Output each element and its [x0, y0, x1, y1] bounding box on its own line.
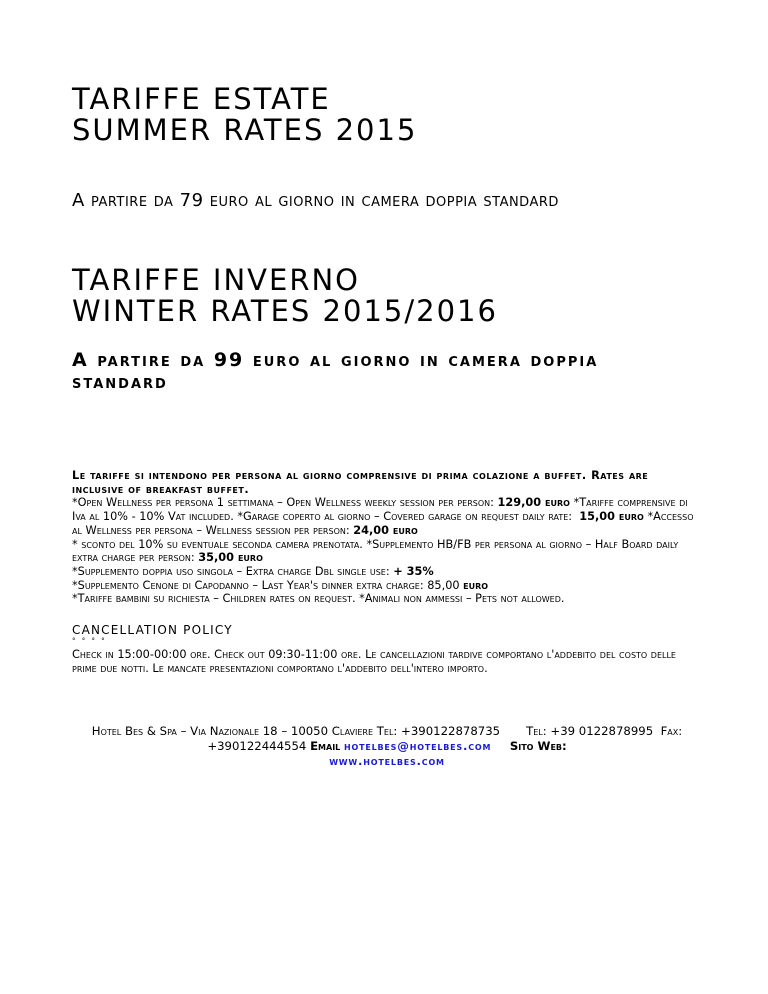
footer-email-label: Email	[310, 739, 341, 753]
children-text: *Tariffe bambini su richiesta – Children rates on request. *Animali non ammessi – Pets not allowed.	[72, 592, 565, 606]
vat-text: *Tariffe comprensive di Iva al 10% - 10% Vat included. *Garage coperto al giorno – Covered garage on request daily rate:	[72, 496, 688, 524]
cancellation-section	[72, 623, 702, 675]
cancellation-text: Check in 15:00-00:00 ore. Check out 09:30-11:00 ore. Le cancellazioni tardive comportano l'addebito del costo delle prime due notti. Le mancate presentazioni comportano l'addebito dell'intero importo.	[72, 648, 676, 675]
footer-site-label: Sito Web:	[509, 739, 567, 753]
cancellation-heading: CANCELLATION POLICY	[72, 623, 233, 638]
rates-details	[72, 469, 702, 606]
winter-subtitle: A partire da 99 euro al giorno in camera doppia standard	[72, 349, 599, 393]
summer-section	[72, 84, 702, 211]
footer-email-link[interactable]: hotelbes@hotelbes.com	[344, 739, 492, 753]
garage-price: 15,00 euro	[579, 510, 644, 524]
single-text: *Supplemento doppia uso singola – Extra charge Dbl single use:	[72, 564, 390, 578]
winter-title-line1: TARIFFE INVERNO	[72, 263, 360, 297]
summer-title-line2: SUMMER RATES 2015	[72, 113, 418, 147]
summer-subtitle: A partire da 79 euro al giorno in camera doppia standard	[72, 190, 559, 211]
summer-title	[72, 84, 702, 146]
rates-intro: Le tariffe si intendono per persona al giorno comprensive di prima colazione a buffet. Rates are inclusive of breakfast buffet.	[72, 469, 649, 496]
winter-section	[72, 265, 702, 393]
footer-website-link[interactable]: www.hotelbes.com	[329, 754, 445, 768]
document-page	[72, 84, 702, 675]
wellness-text: *Open Wellness per persona 1 settimana – Open Wellness weekly session per person:	[72, 496, 494, 510]
discount-text: * sconto del 10% su eventuale seconda camera prenotata. *Supplemento HB/FB per persona al giorno – Half Board daily extra charge per person:	[72, 537, 679, 565]
newyear-unit: euro	[463, 578, 489, 592]
winter-title	[72, 265, 702, 327]
wellness-price: 129,00 euro	[497, 496, 570, 510]
footer-tel2: Tel: +39 0122878995	[526, 724, 654, 738]
footer-fax: Fax: +390122444554	[207, 724, 683, 753]
summer-title-line1: TARIFFE ESTATE	[72, 82, 331, 116]
footer-address: Hotel Bes & Spa – Via Nazionale 18 – 10050 Claviere Tel: +390122878735	[91, 724, 501, 738]
newyear-text: *Supplemento Cenone di Capodanno – Last Year's dinner extra charge: 85,00	[72, 578, 460, 592]
access-price: 24,00 euro	[353, 523, 418, 537]
single-pct: + 35%	[393, 564, 434, 578]
decorative-dots: ° ° ° °	[72, 637, 107, 646]
winter-title-line2: WINTER RATES 2015/2016	[72, 294, 498, 328]
footer-contact	[72, 724, 702, 769]
access-text: *Accesso al Wellness per persona – Wellness session per person:	[72, 510, 694, 537]
hb-price: 35,00 euro	[198, 551, 263, 565]
